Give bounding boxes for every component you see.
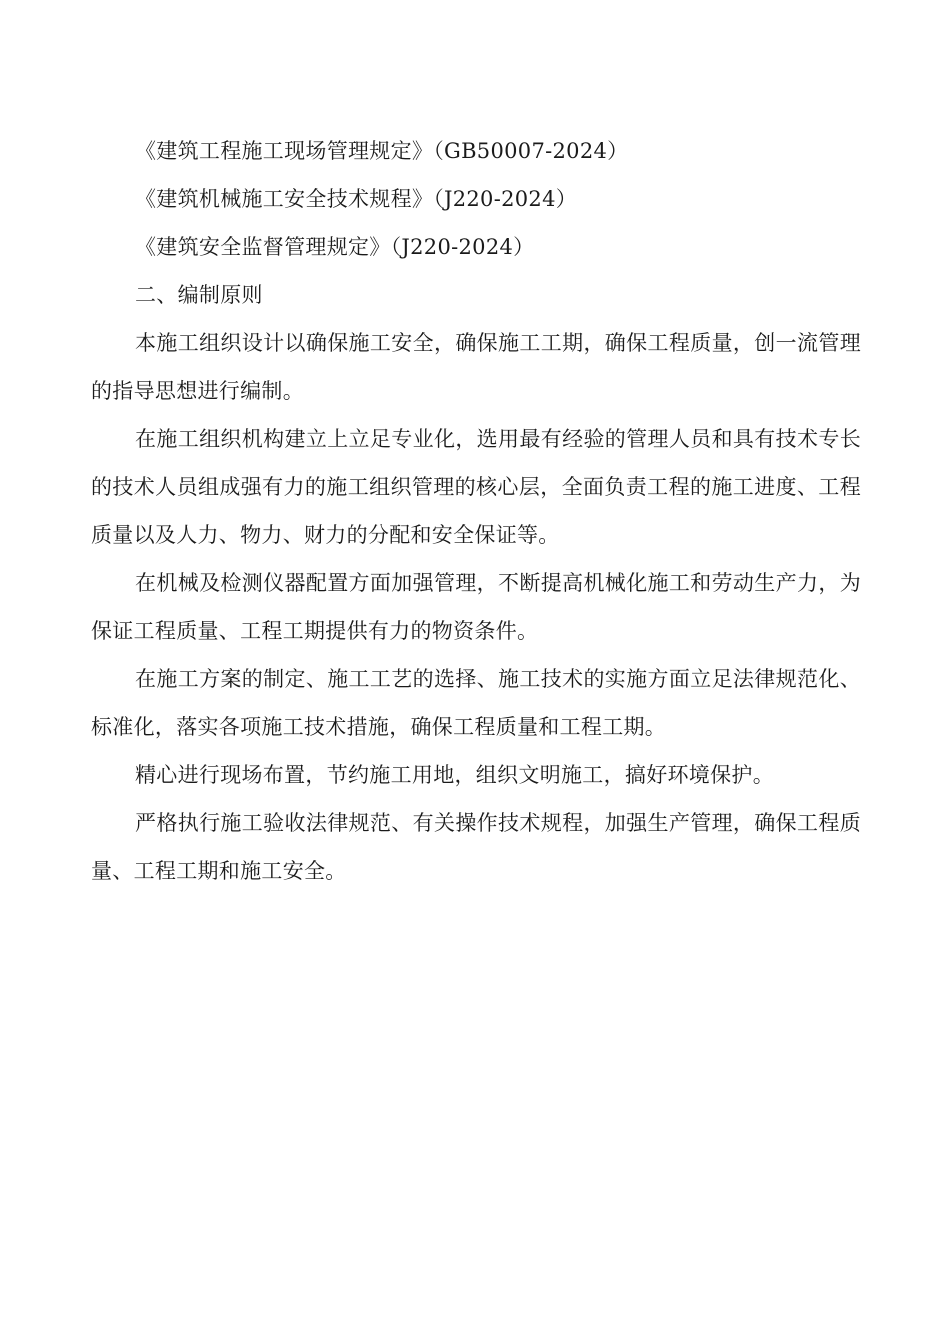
body-paragraph: 在施工方案的制定、施工工艺的选择、施工技术的实施方面立足法律规范化、标准化，落实各项施工技术措施，确保工程质量和工程工期。 bbox=[91, 667, 861, 739]
body-paragraph: 在施工组织机构建立上立足专业化，选用最有经验的管理人员和具有技术专长的技术人员组成强有力的施工组织管理的核心层，全面负责工程的施工进度、工程质量以及人力、物力、财力的分配和安全保证等。 bbox=[91, 427, 861, 547]
body-paragraph: 本施工组织设计以确保施工安全，确保施工工期，确保工程质量，创一流管理的指导思想进行编制。 bbox=[91, 331, 861, 403]
document-body bbox=[91, 127, 861, 895]
body-paragraph: 精心进行现场布置，节约施工用地，组织文明施工，搞好环境保护。 bbox=[135, 763, 774, 787]
reference-standard-safety-supervision: 《建筑安全监督管理规定》（J220-2024） bbox=[135, 235, 535, 259]
reference-standard-machinery-safety: 《建筑机械施工安全技术规程》（J220-2024） bbox=[135, 187, 578, 211]
section-heading: 二、编制原则 bbox=[135, 283, 263, 307]
reference-standard-construction-site: 《建筑工程施工现场管理规定》（GB50007-2024） bbox=[135, 139, 629, 163]
body-paragraph: 在机械及检测仪器配置方面加强管理，不断提高机械化施工和劳动生产力，为保证工程质量、工程工期提供有力的物资条件。 bbox=[91, 571, 861, 643]
body-paragraph: 严格执行施工验收法律规范、有关操作技术规程，加强生产管理，确保工程质量、工程工期和施工安全。 bbox=[91, 811, 861, 883]
